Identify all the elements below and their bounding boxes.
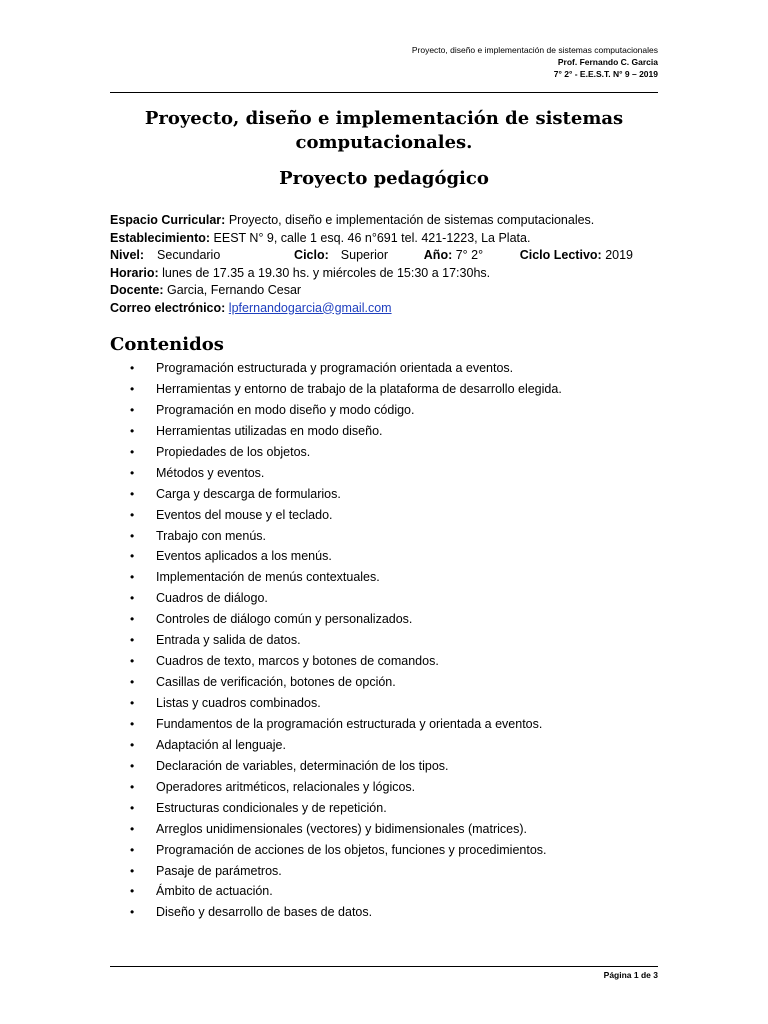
bullet-icon: • <box>130 591 135 606</box>
list-item <box>110 400 670 421</box>
ciclo-lectivo-label: Ciclo Lectivo: <box>519 248 602 262</box>
ciclo-value: Superior <box>340 248 389 262</box>
list-item <box>110 840 670 861</box>
list-item <box>110 379 670 400</box>
list-item <box>110 484 670 505</box>
bullet-icon: • <box>130 633 135 648</box>
list-item <box>110 735 670 756</box>
list-item <box>110 442 670 463</box>
bullet-icon: • <box>130 654 135 669</box>
list-item-text: Eventos aplicados a los menús. <box>156 549 332 564</box>
list-item <box>110 358 670 379</box>
list-item-text: Fundamentos de la programación estructurada y orientada a eventos. <box>156 716 543 731</box>
list-item-text: Pasaje de parámetros. <box>156 863 282 878</box>
list-item-text: Carga y descarga de formularios. <box>156 486 341 501</box>
list-item <box>110 505 670 526</box>
list-item <box>110 819 670 840</box>
nivel-value: Secundario <box>157 248 221 262</box>
espacio-label: Espacio Curricular: <box>110 213 226 227</box>
bullet-icon: • <box>130 612 135 627</box>
list-item <box>110 630 670 651</box>
bullet-icon: • <box>130 905 135 920</box>
list-item-text: Controles de diálogo común y personalizados. <box>156 612 413 627</box>
bullet-icon: • <box>130 528 135 543</box>
footer-divider <box>110 966 658 967</box>
list-item-text: Ámbito de actuación. <box>156 884 273 899</box>
bullet-icon: • <box>130 465 135 480</box>
info-docente <box>110 282 670 300</box>
bullet-icon: • <box>130 863 135 878</box>
header-course: Proyecto, diseño e implementación de sistemas computacionales <box>411 45 658 55</box>
list-item-text: Herramientas utilizadas en modo diseño. <box>156 423 383 438</box>
nivel-label: Nivel: <box>110 248 145 262</box>
info-horario <box>110 265 670 283</box>
course-info <box>110 212 670 317</box>
list-item-text: Métodos y eventos. <box>156 465 265 480</box>
ciclo-lectivo-value: 2019 <box>605 248 633 262</box>
page-header <box>412 44 658 80</box>
correo-label: Correo electrónico: <box>110 300 226 315</box>
list-item-text: Eventos del mouse y el teclado. <box>156 507 333 522</box>
list-item <box>110 756 670 777</box>
list-item-text: Cuadros de diálogo. <box>156 591 268 606</box>
list-item <box>110 651 670 672</box>
list-item <box>110 463 670 484</box>
bullet-icon: • <box>130 423 135 438</box>
bullet-icon: • <box>130 800 135 815</box>
contenidos-list <box>110 358 670 923</box>
bullet-icon: • <box>130 675 135 690</box>
info-nivel-ciclo <box>110 247 670 265</box>
list-item-text: Propiedades de los objetos. <box>156 444 311 459</box>
list-item-text: Programación de acciones de los objetos, funciones y procedimientos. <box>156 842 547 857</box>
bullet-icon: • <box>130 779 135 794</box>
email-link[interactable]: lpfernandogarcia@gmail.com <box>228 300 392 315</box>
list-item <box>110 546 670 567</box>
bullet-icon: • <box>130 381 135 396</box>
list-item <box>110 714 670 735</box>
list-item-text: Programación en modo diseño y modo código. <box>156 402 415 417</box>
bullet-icon: • <box>130 884 135 899</box>
bullet-icon: • <box>130 486 135 501</box>
list-item <box>110 588 670 609</box>
contenidos-heading: Contenidos <box>110 334 224 355</box>
list-item-text: Operadores aritméticos, relacionales y lógicos. <box>156 779 416 794</box>
header-school: 7° 2° - E.E.S.T. N° 9 – 2019 <box>553 69 658 79</box>
espacio-value: Proyecto, diseño e implementación de sistemas computacionales. <box>228 213 595 227</box>
bullet-icon: • <box>130 361 135 375</box>
list-item-text: Programación estructurada y programación orientada a eventos. <box>156 361 514 375</box>
list-item <box>110 567 670 588</box>
bullet-icon: • <box>130 696 135 710</box>
header-professor: Prof. Fernando C. Garcia <box>557 57 658 67</box>
bullet-icon: • <box>130 402 135 417</box>
list-item <box>110 902 670 923</box>
list-item-text: Trabajo con menús. <box>156 528 267 543</box>
info-establecimiento <box>110 230 670 248</box>
list-item-text: Diseño y desarrollo de bases de datos. <box>156 905 373 920</box>
bullet-icon: • <box>130 507 135 522</box>
list-item <box>110 526 670 547</box>
list-item-text: Implementación de menús contextuales. <box>156 570 380 585</box>
header-divider <box>110 92 658 93</box>
list-item-text: Entrada y salida de datos. <box>156 633 301 648</box>
list-item <box>110 672 670 693</box>
establecimiento-value: EEST N° 9, calle 1 esq. 46 n°691 tel. 421-1223, La Plata. <box>213 230 531 245</box>
list-item-text: Declaración de variables, determinación de los tipos. <box>156 758 449 773</box>
list-item <box>110 777 670 798</box>
docente-label: Docente: <box>110 283 164 297</box>
establecimiento-label: Establecimiento: <box>110 230 211 245</box>
document-title: Proyecto, diseño e implementación de sistemas computacionales. <box>144 108 624 153</box>
list-item-text: Listas y cuadros combinados. <box>156 696 321 710</box>
bullet-icon: • <box>130 758 135 773</box>
list-item-text: Herramientas y entorno de trabajo de la plataforma de desarrollo elegida. <box>156 381 562 396</box>
list-item-text: Estructuras condicionales y de repetición. <box>156 800 387 815</box>
horario-label: Horario: <box>110 265 159 280</box>
bullet-icon: • <box>130 842 135 857</box>
list-item-text: Adaptación al lenguaje. <box>156 737 286 752</box>
list-item <box>110 693 670 714</box>
docente-value: Garcia, Fernando Cesar <box>166 283 302 297</box>
info-espacio <box>110 212 670 230</box>
list-item-text: Casillas de verificación, botones de opción. <box>156 675 396 690</box>
info-correo <box>110 300 670 318</box>
list-item-text: Arreglos unidimensionales (vectores) y bidimensionales (matrices). <box>156 821 527 836</box>
ciclo-label: Ciclo: <box>294 248 329 262</box>
list-item <box>110 609 670 630</box>
page-number: Página 1 de 3 <box>603 970 658 980</box>
bullet-icon: • <box>130 444 135 459</box>
list-item <box>110 421 670 442</box>
anio-value: 7° 2° <box>455 248 484 262</box>
bullet-icon: • <box>130 549 135 564</box>
bullet-icon: • <box>130 716 135 731</box>
list-item-text: Cuadros de texto, marcos y botones de comandos. <box>156 654 439 669</box>
list-item <box>110 881 670 902</box>
horario-value: lunes de 17.35 a 19.30 hs. y miércoles de 15:30 a 17:30hs. <box>162 265 491 280</box>
list-item <box>110 861 670 882</box>
list-item <box>110 798 670 819</box>
document-subtitle: Proyecto pedagógico <box>279 168 489 189</box>
bullet-icon: • <box>130 570 135 585</box>
bullet-icon: • <box>130 821 135 836</box>
anio-label: Año: <box>423 248 453 262</box>
bullet-icon: • <box>130 737 135 752</box>
